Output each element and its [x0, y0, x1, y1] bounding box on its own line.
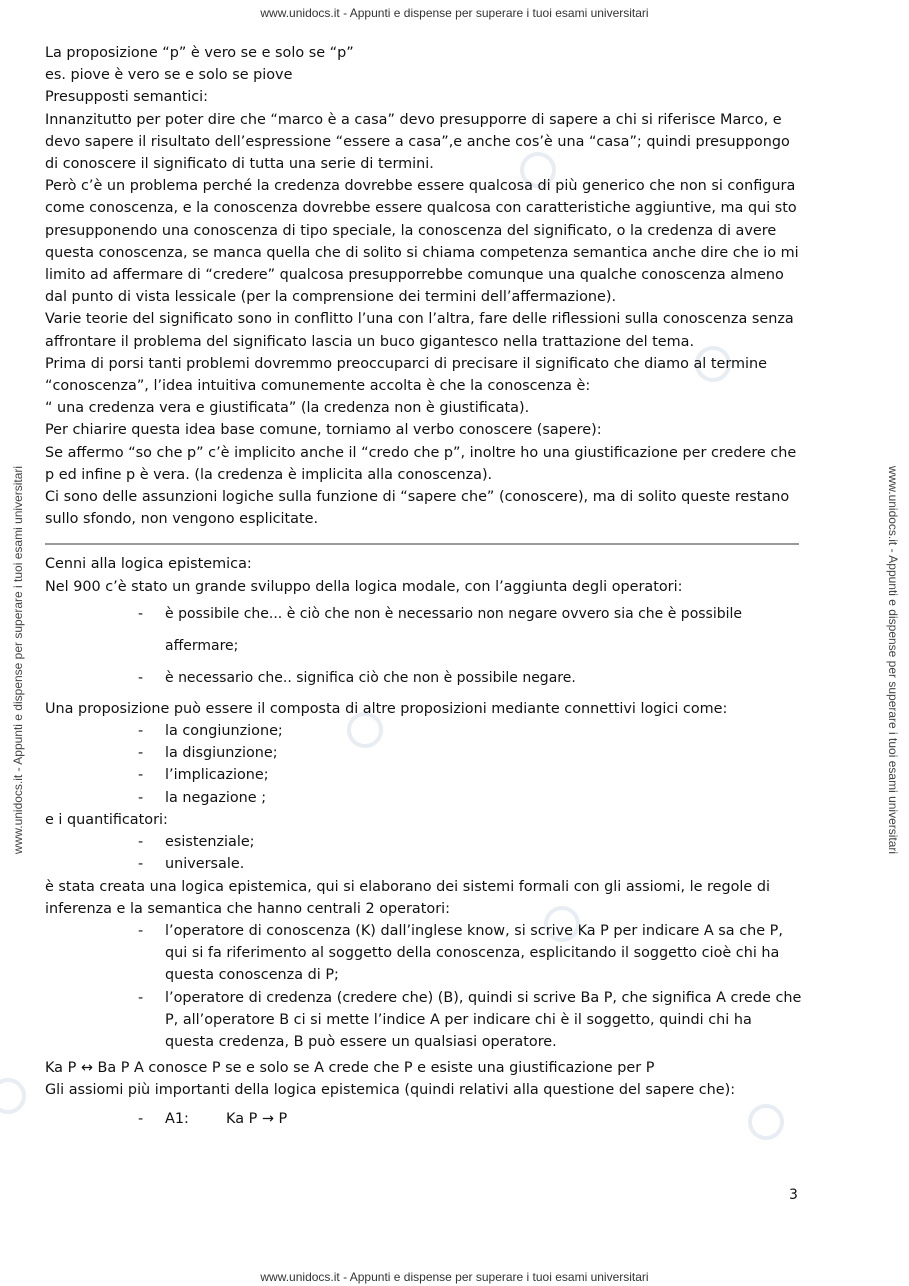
list-item-text: l’implicazione; [165, 767, 269, 784]
equivalence-formula: Ka P ↔ Ba P A conosce P se e solo se A crede che P e esiste una giustificazione per P [45, 1060, 655, 1077]
paragraph: Per chiarire questa idea base comune, torniamo al verbo conoscere (sapere): [45, 422, 602, 439]
paragraph: Ci sono delle assunzioni logiche sulla funzione di “sapere che” (conoscere), ma di solito queste restano sullo sfondo, non vengono esplicitate. [45, 489, 790, 528]
section-heading: Cenni alla logica epistemica: [45, 556, 252, 573]
footer-banner[interactable]: www.unidocs.it - Appunti e dispense per superare i tuoi esami universitari [260, 1270, 649, 1284]
header-banner[interactable]: www.unidocs.it - Appunti e dispense per superare i tuoi esami universitari [260, 6, 649, 20]
bullet-dash: - [138, 669, 144, 686]
list-item-text: è possibile che... è ciò che non è necessario non negare ovvero sia che è possibile affermare; [165, 605, 743, 654]
list-item [45, 1108, 805, 1130]
main-text [45, 42, 805, 1130]
axiom-label: A1: [165, 1110, 189, 1127]
paragraph: Prima di porsi tanti problemi dovremmo preoccuparci di precisare il significato che diamo al termine “conoscenza”, l’idea intuitiva comunemente accolta è che la conoscenza è: [45, 355, 768, 395]
paragraph: es. piove è vero se e solo se piove [45, 67, 293, 84]
paragraph: Se affermo “so che p” c’è implicito anche il “credo che p”, inoltre ho una giustificazione per credere che p ed infine p è vera. (la credenza è implicita alla conoscenza). [45, 444, 797, 483]
list-item [45, 742, 805, 764]
watermark-logo-icon [0, 1078, 26, 1114]
quantifiers-list [45, 831, 805, 875]
list-item [45, 831, 805, 853]
paragraph: Gli assiomi più importanti della logica epistemica (quindi relativi alla questione del sapere che): [45, 1082, 736, 1099]
paragraph: Nel 900 c’è stato un grande sviluppo della logica modale, con l’aggiunta degli operatori: [45, 578, 683, 595]
modal-operators-list [45, 598, 805, 694]
left-side-banner: www.unidocs.it - Appunti e dispense per superare i tuoi esami universitari [11, 465, 25, 855]
bullet-dash: - [138, 723, 144, 740]
list-item-text: la disgiunzione; [165, 745, 278, 762]
list-item [45, 920, 805, 987]
paragraph: Però c’è un problema perché la credenza dovrebbe essere qualcosa di più generico che non si configura come conoscenza, e la conoscenza dovrebbe essere qualcosa con caratteristiche aggiuntive, ma qui sto presupponendo una conoscenza di tipo speciale, la conoscenza del significato, o la credenza di avere questa conoscenza, se manca quella che di solito si chiama competenza semantica anche dire che io mi limito ad affermare di “credere” qualcosa presupporrebbe comunque una qualche conoscenza almeno dal punto di vista lessicale (per la comprensione dei termini dell’affermazione). [45, 178, 799, 306]
axiom-formula: Ka P → P [226, 1110, 288, 1127]
bullet-dash: - [138, 767, 144, 784]
paragraph: La proposizione “p” è vero se e solo se “p” [45, 45, 354, 61]
bullet-dash: - [138, 605, 144, 622]
list-item-text: esistenziale; [165, 834, 255, 851]
bullet-dash: - [138, 834, 144, 851]
list-item [45, 662, 805, 694]
list-item-text: la negazione ; [165, 789, 267, 806]
epistemic-operators-list [45, 920, 805, 1053]
paragraph: “ una credenza vera e giustificata” (la credenza non è giustificata). [45, 400, 530, 417]
page-number: 3 [789, 1187, 798, 1203]
paragraph: è stata creata una logica epistemica, qui si elaborano dei sistemi formali con gli assiomi, le regole di inferenza e la semantica che hanno centrali 2 operatori: [45, 878, 770, 917]
list-item-text: universale. [165, 856, 245, 873]
right-side-banner: www.unidocs.it - Appunti e dispense per superare i tuoi esami universitari [886, 465, 900, 855]
list-item [45, 720, 805, 742]
bullet-dash: - [138, 856, 144, 873]
list-item [45, 764, 805, 786]
list-item-text: la congiunzione; [165, 723, 283, 740]
paragraph: Una proposizione può essere il composta di altre proposizioni mediante connettivi logici come: [45, 700, 728, 717]
list-item [45, 787, 805, 809]
list-item [45, 987, 805, 1054]
axioms-list [45, 1108, 805, 1130]
section-divider [45, 543, 799, 545]
paragraph: Innanzitutto per poter dire che “marco è a casa” devo presupporre di sapere a chi si riferisce Marco, e devo sapere il risultato dell’espressione “essere a casa”,e anche cos’è una “casa”; quindi presuppongo di conoscere il significato di tutta una serie di termini. [45, 111, 790, 173]
bullet-dash: - [138, 989, 144, 1006]
paragraph: Varie teorie del significato sono in conflitto l’una con l’altra, fare delle riflessioni sulla conoscenza senza affrontare il problema del significato lascia un buco gigantesco nella trattazione del tema. [45, 311, 794, 350]
paragraph: Presupposti semantici: [45, 89, 208, 106]
bullet-dash: - [138, 1110, 144, 1127]
bullet-dash: - [138, 922, 144, 939]
connectives-list [45, 720, 805, 809]
list-item [45, 853, 805, 875]
list-item-text: è necessario che.. significa ciò che non è possibile negare. [165, 669, 576, 686]
paragraph: e i quantificatori: [45, 811, 168, 828]
bullet-dash: - [138, 745, 144, 762]
bullet-dash: - [138, 789, 144, 806]
list-item-text: l’operatore di conoscenza (K) dall’inglese know, si scrive Ka P per indicare A sa che P, qui si fa riferimento al soggetto della conoscenza, esplicitando il soggetto cioè chi ha questa conoscenza di P; [165, 922, 783, 984]
list-item-text: l’operatore di credenza (credere che) (B), quindi si scrive Ba P, che significa A crede che P, all’operatore B ci si mette l’indice A per indicare chi è il soggetto, quindi chi ha questa credenza, B può essere un qualsiasi operatore. [165, 989, 802, 1050]
list-item [45, 598, 805, 662]
